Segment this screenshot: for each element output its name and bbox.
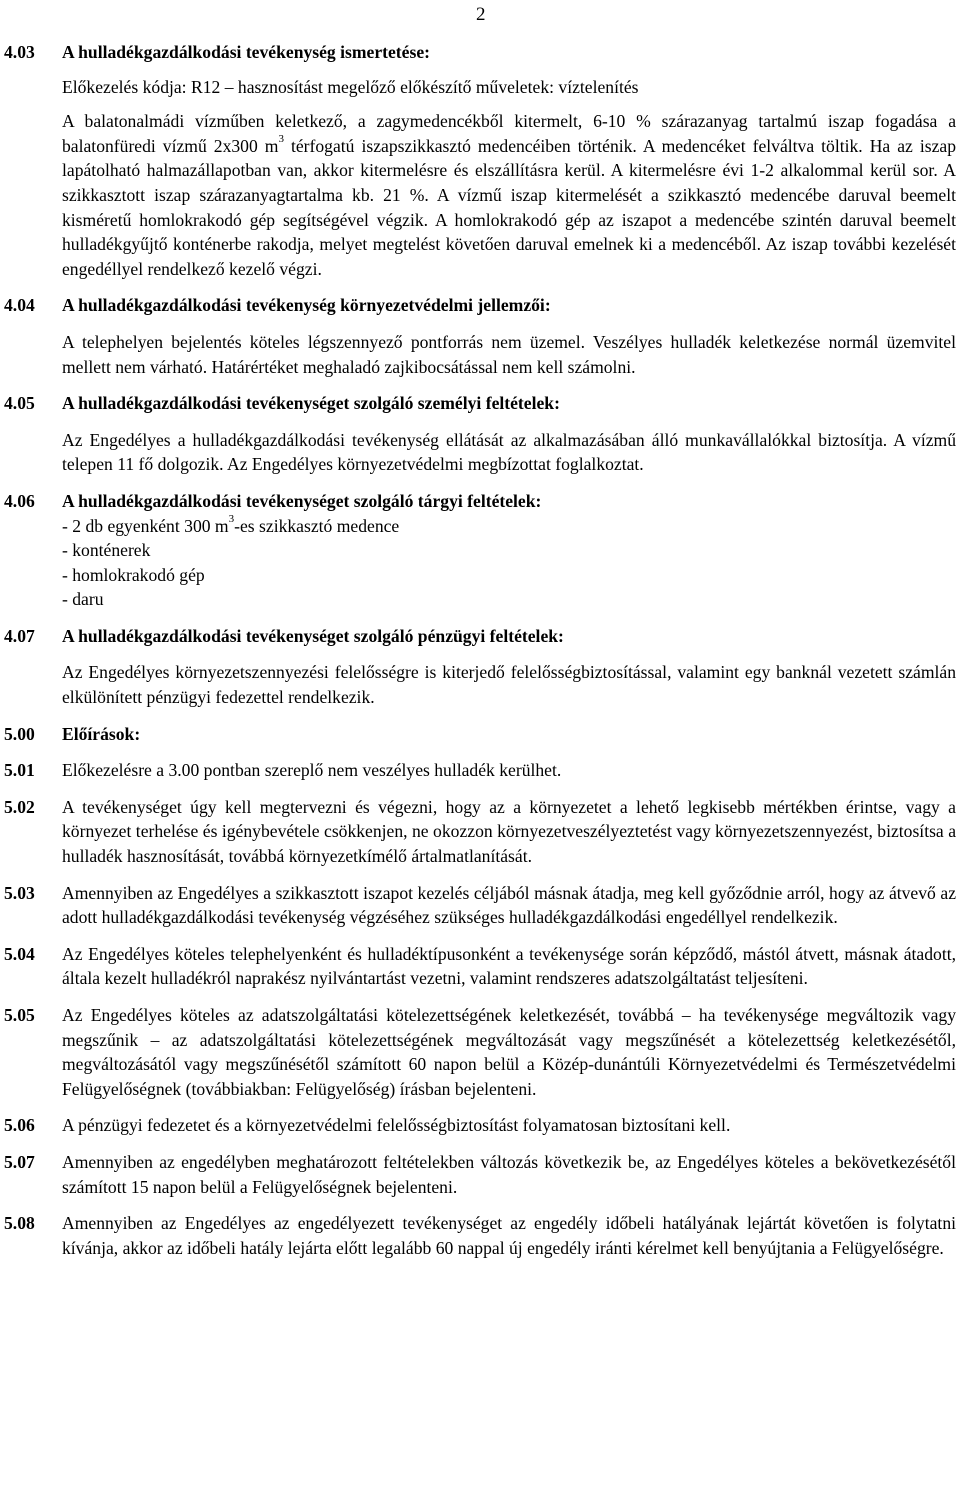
section-5-08 (4, 1211, 956, 1260)
section-5-04 (4, 942, 956, 991)
section-heading: A hulladékgazdálkodási tevékenységet szolgáló pénzügyi feltételek: (62, 625, 564, 646)
paragraph-personnel: Az Engedélyes a hulladékgazdálkodási tevékenység ellátását az alkalmazásában álló munkavállalókkal biztosítja. A vízmű telepen 11 fő dolgozik. Az Engedélyes környezetvédelmi megbízottat foglalkoztat. (62, 429, 956, 475)
section-number: 4.03 (4, 42, 35, 62)
section-number: 4.05 (4, 393, 35, 414)
section-number: 5.06 (4, 1115, 35, 1136)
section-number: 5.05 (4, 1005, 35, 1025)
text-segment: -es szikkasztó medence (234, 515, 400, 536)
section-text: Az Engedélyes köteles telephelyenként és hulladéktípusonként a tevékenysége során képződő, mástól átvett, másnak átadott, általa kezelt hulladékról naprakész nyilvántartást vezetni, valamint rendszeres adatszolgáltatást teljesíteni. (62, 943, 956, 989)
document-body (4, 40, 956, 1260)
superscript: 3 (228, 512, 235, 525)
paragraph-financial: Az Engedélyes környezetszennyezési felelősségre is kiterjedő felelősségbiztosítással, valamint egy banknál vezetett számlán elkülönített pénzügyi fedezettel rendelkezik. (62, 662, 956, 708)
section-number: 5.00 (4, 723, 35, 744)
section-5-01 (4, 758, 956, 783)
section-text: Az Engedélyes köteles az adatszolgáltatási kötelezettségének keletkezését, továbbá – ha tevékenysége megváltozik vagy megszűnik – az adatszolgáltatási kötelezettségének megváltozását vagy megszűnését a kötelezettség keletkezésétől, megváltozásától vagy megszűnésétől számított 60 napon belül a Közép-dunántúli Környezetvédelmi és Természetvédelmi Felügyelőségnek (továbbiakban: Felügyelőség) írásban bejelenteni. (62, 1005, 956, 1099)
section-4-05 (4, 391, 956, 416)
section-5-05 (4, 1003, 956, 1101)
section-number: 4.07 (4, 625, 35, 646)
page-number: 2 (476, 4, 486, 25)
section-number: 4.04 (4, 295, 35, 316)
section-text: A tevékenységet úgy kell megtervezni és végezni, hogy az a környezetet a lehető legkisebb mértékben érintse, vagy a környezet terhelése és igénybevétele csökkenjen, ne okozzon környezetveszélyeztetést vagy környezetszennyezést, biztosítsa a hulladék hasznosítását, továbbá környezetkímélő ártalmatlanítását. (62, 796, 956, 867)
section-text: Amennyiben az Engedélyes az engedélyezett tevékenységet az engedély időbeli hatályának lejártát követően is folytatni kívánja, akkor az időbeli hatály lejárta előtt legalább 60 nappal új engedély iránti kérelmet kell benyújtania a Felügyelőségre. (62, 1213, 956, 1258)
section-number: 5.03 (4, 882, 35, 903)
section-text: Előkezelésre a 3.00 pontban szereplő nem veszélyes hulladék kerülhet. (62, 760, 562, 781)
section-heading: A hulladékgazdálkodási tevékenységet szolgáló személyi feltételek: (62, 393, 560, 414)
list-item (62, 514, 956, 539)
paragraph-sludge-description (4, 109, 956, 281)
section-number: 5.08 (4, 1213, 35, 1234)
section-5-07 (4, 1150, 956, 1199)
section-4-03 (4, 40, 956, 65)
section-number: 5.01 (4, 760, 35, 781)
section-number: 5.04 (4, 943, 35, 964)
section-heading: A hulladékgazdálkodási tevékenység környezetvédelmi jellemzői: (62, 295, 551, 316)
text-segment: térfogatú iszapszikkasztó medencéiben történik. A medencéket felváltva töltik. Ha az iszap lapátolható halmazállapotban van, akkor kitermelésre és elszállításra kerül. A kitermelésre évi 1-2 alkalommal kerül sor. A szikkasztott iszap szárazanyagtartalma kb. 21 %. A vízmű iszap kitermelését a szikkasztó medencébe daruval beemelt kisméretű homlokrakodó gép segítségével végzik. A homlokrakodó gép az iszapot a medencébe szintén daruval beemelt hulladékgyűjtő konténerbe rakodja, melyet megtelést követően daruval emelnek ki a medencéből. Az iszap további kezelését engedéllyel rendelkező kezelő végzi. (62, 135, 956, 279)
section-text: Amennyiben az Engedélyes a szikkasztott iszapot kezelés céljából másnak átadja, meg kell győződnie arról, hogy az átvevő az adott hulladékgazdálkodási tevékenység végzéséhez szükséges hulladékgazdálkodási engedéllyel rendelkezik. (62, 882, 956, 928)
text-segment: A balatonalmádi vízműben keletkező, a zagymedencékből kitermelt, 6-10 % szárazanyag tartalmú iszap fogadása a balatonfüredi vízmű 2x300 m (62, 111, 956, 156)
section-number: 5.02 (4, 796, 35, 817)
section-heading: A hulladékgazdálkodási tevékenységet szolgáló tárgyi feltételek: (62, 490, 542, 511)
section-heading: A hulladékgazdálkodási tevékenység ismertetése: (62, 42, 430, 62)
list-item: - homlokrakodó gép (62, 564, 205, 585)
list-item: - konténerek (62, 540, 151, 561)
section-5-02 (4, 795, 956, 869)
equipment-list (4, 514, 956, 612)
section-text: A pénzügyi fedezetet és a környezetvédelmi felelősségbiztosítást folyamatosan biztosítani kell. (62, 1115, 731, 1136)
section-text: Amennyiben az engedélyben meghatározott feltételekben változás következik be, az Engedélyes köteles a bekövetkezésétől számított 15 napon belül a Felügyelőségnek bejelenteni. (62, 1151, 956, 1197)
section-number: 4.06 (4, 490, 35, 511)
section-4-04 (4, 293, 956, 318)
list-item: - daru (62, 589, 104, 610)
section-heading: Előírások: (62, 723, 141, 744)
paragraph-pretreatment-code: Előkezelés kódja: R12 – hasznosítást megelőző előkészítő műveletek: víztelenítés (62, 76, 639, 97)
section-5-06 (4, 1113, 956, 1138)
section-5-03 (4, 881, 956, 930)
section-4-07 (4, 624, 956, 649)
section-4-06 (4, 489, 956, 514)
paragraph-environmental: A telephelyen bejelentés köteles légszennyező pontforrás nem üzemel. Veszélyes hulladék keletkezése normál üzemvitel mellett nem várható. Határértéket meghaladó zajkibocsátással nem kell számolni. (62, 331, 956, 377)
section-5-00 (4, 722, 956, 747)
superscript: 3 (278, 132, 284, 145)
section-number: 5.07 (4, 1151, 35, 1172)
text-segment: - 2 db egyenként 300 m (62, 515, 229, 536)
